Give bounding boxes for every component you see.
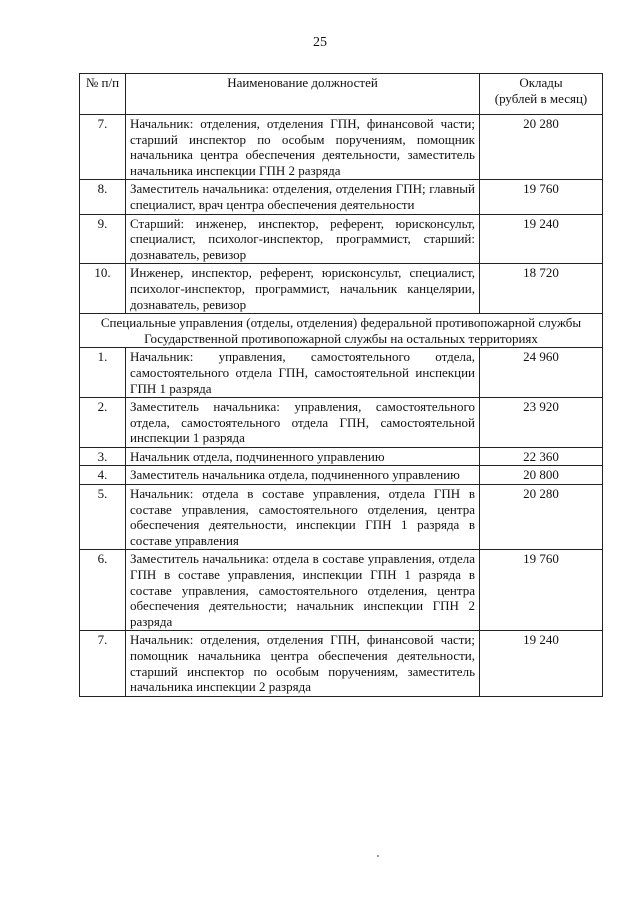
table-row xyxy=(80,550,603,631)
table-row xyxy=(80,631,603,696)
row-salary: 20 800 xyxy=(480,466,603,485)
row-position: Инженер, инспектор, референт, юрисконсульт, специалист, психолог-инспектор, программист, начальник канцелярии, дознаватель, ревизор xyxy=(126,264,480,314)
row-position: Начальник отдела, подчиненного управлению xyxy=(126,447,480,466)
salary-table xyxy=(79,73,603,697)
row-salary: 20 280 xyxy=(480,115,603,180)
row-salary: 19 240 xyxy=(480,214,603,264)
row-num: 7. xyxy=(80,631,126,696)
row-num: 6. xyxy=(80,550,126,631)
table-row xyxy=(80,398,603,448)
row-num: 7. xyxy=(80,115,126,180)
row-salary: 19 240 xyxy=(480,631,603,696)
table-header-row xyxy=(80,74,603,115)
row-num: 5. xyxy=(80,485,126,550)
row-salary: 19 760 xyxy=(480,550,603,631)
row-num: 4. xyxy=(80,466,126,485)
table-row xyxy=(80,180,603,214)
row-salary: 24 960 xyxy=(480,348,603,398)
table-row xyxy=(80,447,603,466)
table-row xyxy=(80,466,603,485)
row-position: Старший: инженер, инспектор, референт, юрисконсульт, специалист, психолог-инспектор, программист, старший: дознаватель, ревизор xyxy=(126,214,480,264)
section-title: Специальные управления (отделы, отделения) федеральной противопожарной службы Государственной противопожарной службы на остальных территориях xyxy=(80,314,603,348)
table-row xyxy=(80,264,603,314)
row-position: Заместитель начальника: отделения, отделения ГПН; главный специалист, врач центра обеспечения деятельности xyxy=(126,180,480,214)
table-row xyxy=(80,115,603,180)
row-salary: 19 760 xyxy=(480,180,603,214)
row-position: Заместитель начальника отдела, подчиненного управлению xyxy=(126,466,480,485)
row-num: 2. xyxy=(80,398,126,448)
row-position: Начальник: отдела в составе управления, отдела ГПН в составе управления, самостоятельного отделения, центра обеспечения деятельности, инспекции ГПН 1 разряда в составе управления xyxy=(126,485,480,550)
row-position: Начальник: отделения, отделения ГПН, финансовой части; помощник начальника центра обеспечения деятельности, старший инспектор по особым поручениям, заместитель начальника инспекции 2 разряда xyxy=(126,631,480,696)
row-position: Начальник: управления, самостоятельного отдела, самостоятельного отдела ГПН, самостоятельной инспекции ГПН 1 разряда xyxy=(126,348,480,398)
header-salary-line1: Оклады xyxy=(519,75,563,90)
scan-speck xyxy=(377,855,379,857)
row-salary: 22 360 xyxy=(480,447,603,466)
row-position: Начальник: отделения, отделения ГПН, финансовой части; старший инспектор по особым поручениям, помощник начальника центра обеспечения деятельности, заместитель начальника инспекции ГПН 2 разряда xyxy=(126,115,480,180)
row-num: 1. xyxy=(80,348,126,398)
header-salary xyxy=(480,74,603,115)
row-num: 8. xyxy=(80,180,126,214)
table-row xyxy=(80,214,603,264)
page-number: 25 xyxy=(313,35,327,50)
row-salary: 23 920 xyxy=(480,398,603,448)
header-num: № п/п xyxy=(80,74,126,115)
header-salary-line2: (рублей в месяц) xyxy=(494,90,588,106)
header-name: Наименование должностей xyxy=(126,74,480,115)
table-row xyxy=(80,485,603,550)
row-position: Заместитель начальника: отдела в составе управления, отдела ГПН в составе управления, инспекции ГПН 1 разряда в составе управления, самостоятельного отделения, центра обеспечения деятельности; начальник инспекции ГПН 2 разряда xyxy=(126,550,480,631)
row-num: 9. xyxy=(80,214,126,264)
row-salary: 18 720 xyxy=(480,264,603,314)
row-position: Заместитель начальника: управления, самостоятельного отдела, самостоятельного отдела ГПН, самостоятельной инспекции 1 разряда xyxy=(126,398,480,448)
section-row xyxy=(80,314,603,348)
table-row xyxy=(80,348,603,398)
row-num: 3. xyxy=(80,447,126,466)
row-salary: 20 280 xyxy=(480,485,603,550)
row-num: 10. xyxy=(80,264,126,314)
